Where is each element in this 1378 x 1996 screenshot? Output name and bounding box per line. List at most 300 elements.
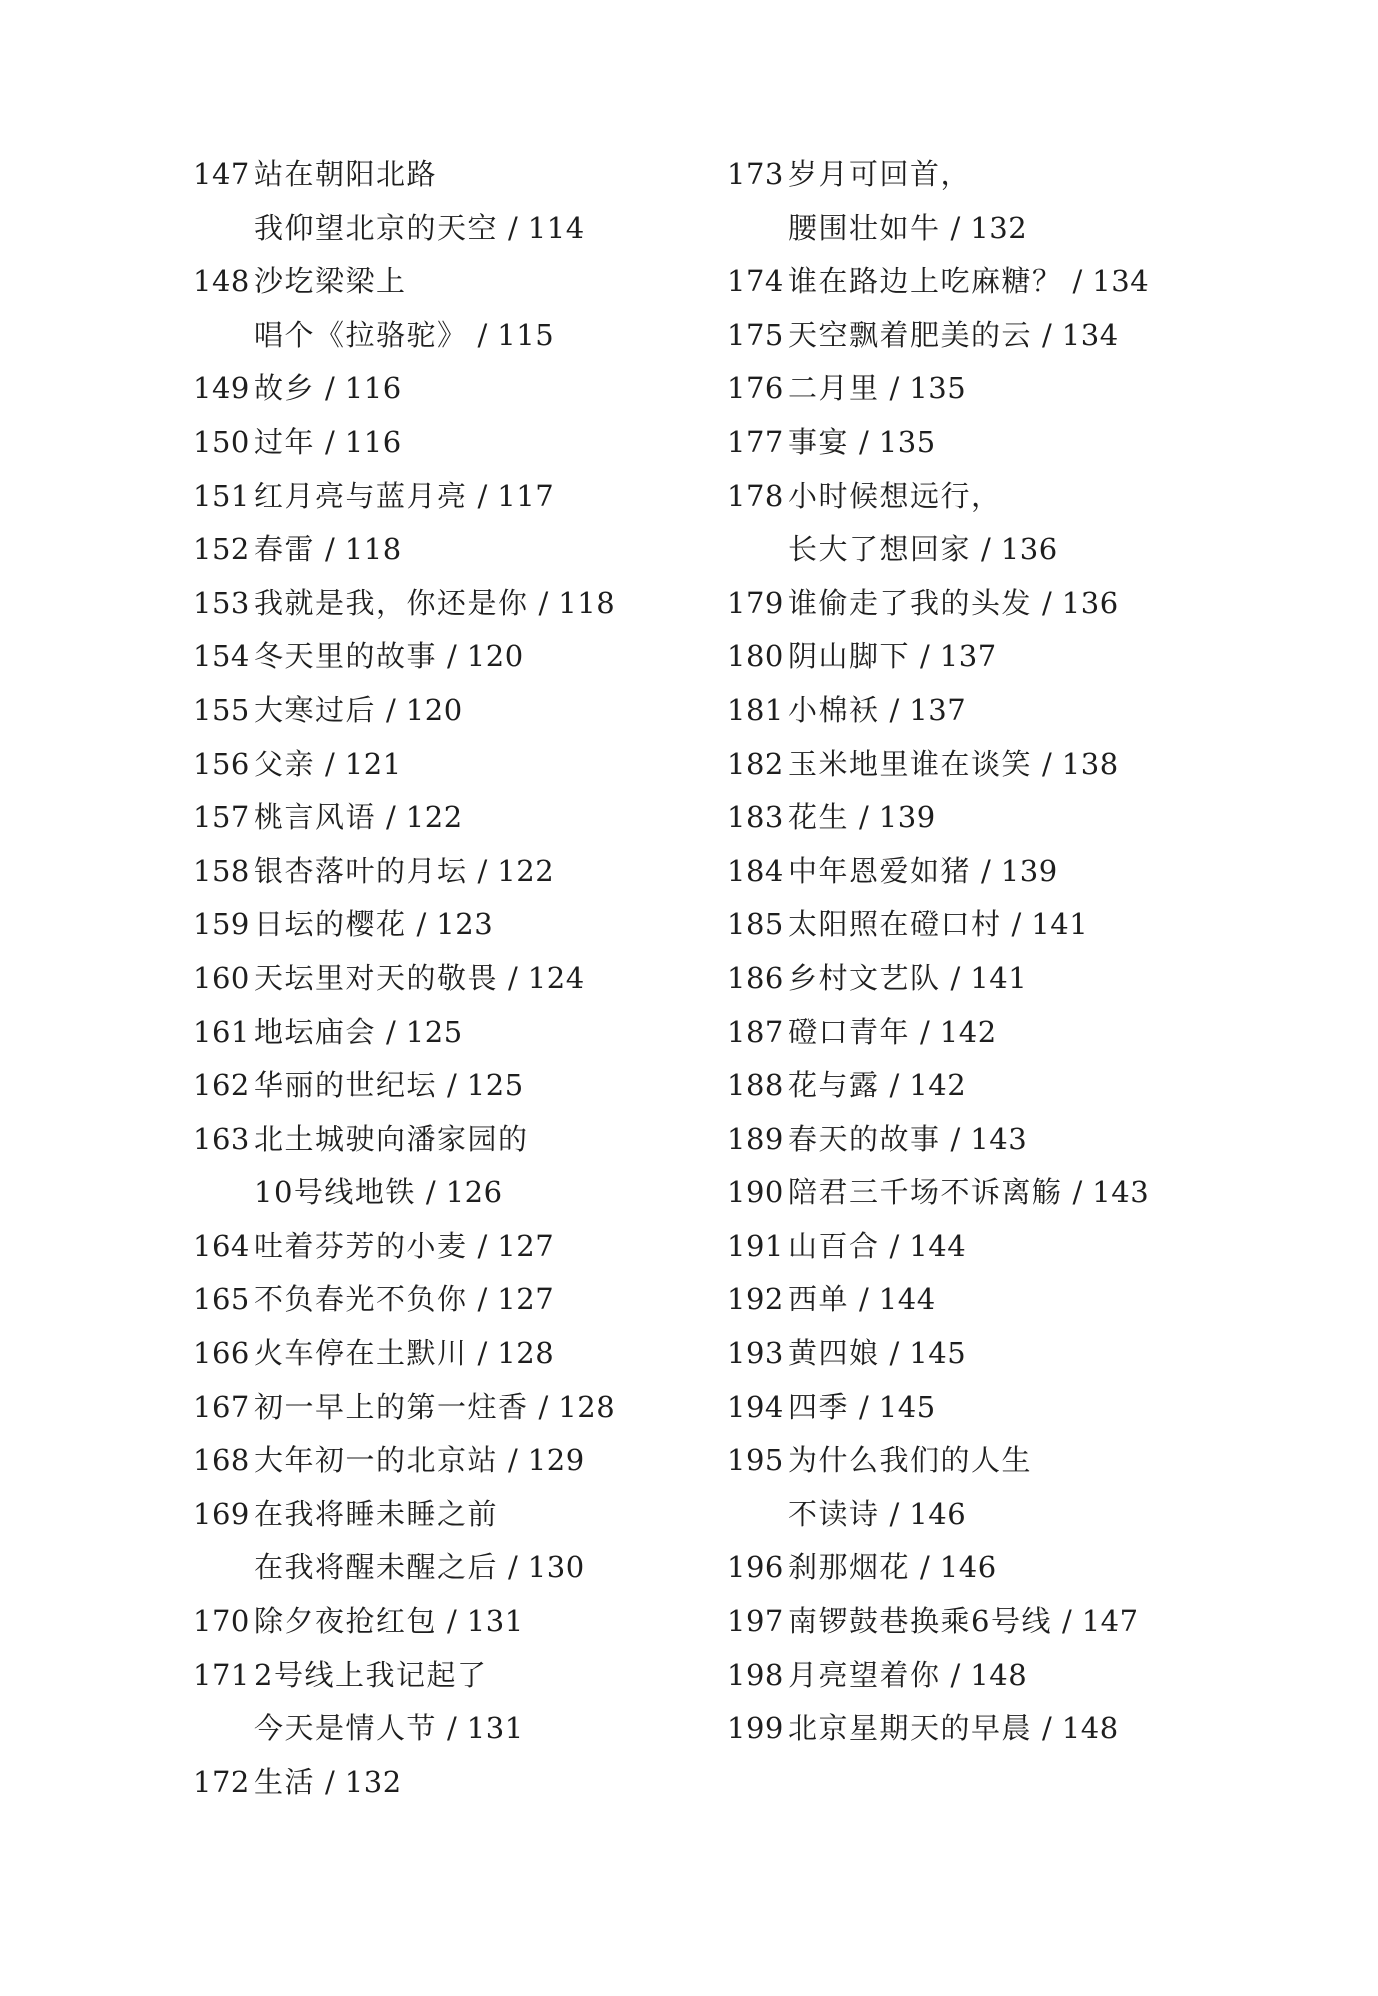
toc-entry — [727, 1327, 1327, 1381]
toc-entry — [727, 845, 1327, 899]
toc-entry-line — [193, 898, 723, 952]
page-number: 114 — [527, 210, 585, 245]
toc-entry-line — [727, 309, 1327, 363]
toc-entry-line — [193, 1595, 723, 1649]
toc-entry — [193, 470, 723, 524]
page-number: 124 — [527, 960, 585, 995]
toc-entry — [193, 148, 723, 255]
page-separator: / — [477, 853, 488, 888]
entry-number: 152 — [193, 532, 250, 567]
entry-number: 189 — [727, 1121, 784, 1156]
entry-title: 乡村文艺队 — [788, 960, 941, 995]
page-number: 116 — [344, 371, 402, 406]
entry-title: 山百合 — [788, 1228, 880, 1263]
toc-entry — [193, 416, 723, 470]
toc-entry-line — [193, 738, 723, 792]
toc-entry-line — [727, 523, 1327, 577]
entry-title: 四季 — [788, 1389, 850, 1424]
page-separator: / — [981, 853, 991, 888]
entry-title: 谁偷走了我的头发 — [788, 585, 1033, 620]
toc-entry — [727, 416, 1327, 470]
toc-entry-line — [727, 1327, 1327, 1381]
toc-entry-line — [193, 952, 723, 1006]
toc-entry — [727, 1059, 1327, 1113]
entry-number: 191 — [727, 1228, 784, 1263]
toc-entry-line — [727, 1488, 1327, 1542]
page-number: 137 — [909, 692, 967, 727]
page-number: 118 — [344, 532, 402, 567]
page-separator: / — [508, 210, 518, 245]
entry-title: 玉米地里谁在谈笑 — [788, 746, 1033, 781]
entry-title: 父亲 — [254, 746, 316, 781]
entry-title: 长大了想回家 — [788, 532, 972, 567]
page-separator: / — [889, 1068, 900, 1103]
entry-number: 174 — [727, 264, 784, 299]
page-number: 129 — [527, 1443, 585, 1478]
page-number: 145 — [909, 1336, 967, 1371]
toc-entry-line — [727, 630, 1327, 684]
entry-number: 186 — [727, 960, 784, 995]
page-number: 120 — [466, 639, 524, 674]
entry-title: 不负春光不负你 — [254, 1282, 468, 1317]
page-separator: / — [859, 424, 869, 459]
toc-entry-line — [193, 630, 723, 684]
page-number: 117 — [497, 478, 555, 513]
toc-entry — [727, 470, 1327, 577]
entry-title: 腰围壮如牛 — [788, 210, 941, 245]
toc-entry — [193, 1595, 723, 1649]
toc-entry — [727, 791, 1327, 845]
entry-title: 故乡 — [254, 371, 316, 406]
page-number: 128 — [558, 1389, 616, 1424]
toc-entry-line — [727, 898, 1327, 952]
toc-entry — [193, 1059, 723, 1113]
page-number: 135 — [878, 424, 936, 459]
entry-number: 165 — [193, 1282, 250, 1317]
page-separator: / — [447, 1604, 457, 1639]
entry-number: 157 — [193, 800, 250, 835]
page-number: 134 — [1061, 317, 1119, 352]
entry-number: 194 — [727, 1389, 784, 1424]
toc-entry-line — [727, 1166, 1327, 1220]
page-number: 115 — [497, 317, 555, 352]
entry-number: 148 — [193, 264, 250, 299]
toc-entry — [727, 1220, 1327, 1274]
entry-number: 171 — [193, 1657, 250, 1692]
page-number: 147 — [1081, 1604, 1139, 1639]
entry-title: 春雷 — [254, 532, 316, 567]
toc-entry-line — [193, 1059, 723, 1113]
toc-entry-line — [193, 416, 723, 470]
page-separator: / — [538, 1389, 549, 1424]
toc-entry-line — [727, 1059, 1327, 1113]
entry-title: 日坛的樱花 — [254, 907, 407, 942]
entry-number: 149 — [193, 371, 250, 406]
toc-entry-line — [727, 1702, 1327, 1756]
toc-entry — [727, 898, 1327, 952]
page-separator: / — [950, 960, 961, 995]
entry-number: 185 — [727, 907, 784, 942]
entry-title: 天空飘着肥美的云 — [788, 317, 1033, 352]
entry-title: 银杏落叶的月坛 — [254, 853, 468, 888]
entry-number: 154 — [193, 639, 250, 674]
toc-entry — [193, 1113, 723, 1220]
toc-entry-line — [193, 1756, 723, 1810]
toc-entry-line — [193, 1434, 723, 1488]
toc-entry-line — [193, 1702, 723, 1756]
entry-title: 谁在路边上吃麻糖？ — [788, 264, 1063, 299]
toc-entry-line — [193, 791, 723, 845]
toc-entry — [727, 1649, 1327, 1703]
page-separator: / — [1011, 907, 1022, 942]
page-number: 125 — [466, 1068, 524, 1103]
toc-entry — [193, 1488, 723, 1595]
toc-entry — [193, 952, 723, 1006]
page-separator: / — [425, 1175, 436, 1210]
page-number: 134 — [1092, 264, 1150, 299]
page-separator: / — [889, 1496, 900, 1531]
toc-entry-line — [193, 1273, 723, 1327]
toc-entry-line — [193, 684, 723, 738]
page-number: 141 — [1031, 907, 1089, 942]
page-number: 139 — [1000, 853, 1058, 888]
entry-title: 小时候想远行， — [788, 478, 1002, 513]
entry-number: 173 — [727, 157, 784, 191]
entry-number: 175 — [727, 317, 784, 352]
page-number: 130 — [527, 1550, 585, 1585]
toc-entry — [193, 684, 723, 738]
page-number: 144 — [878, 1282, 936, 1317]
entry-number: 180 — [727, 639, 784, 674]
entry-number: 153 — [193, 585, 250, 620]
entry-title: 红月亮与蓝月亮 — [254, 478, 468, 513]
toc-entry — [193, 630, 723, 684]
toc-entry — [193, 898, 723, 952]
entry-title: 我就是我，你还是你 — [254, 585, 529, 620]
page-separator: / — [950, 210, 961, 245]
toc-entry — [727, 952, 1327, 1006]
entry-number: 159 — [193, 907, 250, 942]
toc-entry-line — [193, 1649, 723, 1703]
page-separator: / — [447, 639, 457, 674]
page-separator: / — [950, 1657, 961, 1692]
toc-entry-line — [193, 1488, 723, 1542]
toc-entry — [193, 1327, 723, 1381]
entry-title: 二月里 — [788, 371, 880, 406]
toc-entry-line — [727, 362, 1327, 416]
toc-entry — [727, 577, 1327, 631]
page-number: 128 — [497, 1336, 555, 1371]
page-separator: / — [447, 1711, 457, 1746]
toc-entry-line — [193, 1327, 723, 1381]
page-separator: / — [1042, 1711, 1052, 1746]
entry-title: 北京星期天的早晨 — [788, 1711, 1033, 1746]
entry-title: 春天的故事 — [788, 1121, 941, 1156]
page-separator: / — [416, 907, 427, 942]
page-separator: / — [325, 371, 335, 406]
entry-number: 169 — [193, 1496, 250, 1531]
toc-entry-line — [193, 845, 723, 899]
entry-number: 187 — [727, 1014, 784, 1049]
toc-entry — [727, 255, 1327, 309]
toc-entry-line — [727, 470, 1327, 524]
entry-title: 阴山脚下 — [788, 639, 911, 674]
page-separator: / — [1061, 1604, 1072, 1639]
entry-title: 黄四娘 — [788, 1336, 880, 1371]
page-number: 127 — [497, 1228, 555, 1263]
toc-entry-line — [193, 362, 723, 416]
page-separator: / — [859, 1282, 869, 1317]
entry-number: 183 — [727, 800, 784, 835]
page-number: 148 — [1061, 1711, 1119, 1746]
page-number: 125 — [405, 1014, 463, 1049]
entry-number: 178 — [727, 478, 784, 513]
page-separator: / — [386, 800, 396, 835]
entry-title: 岁月可回首， — [788, 157, 972, 191]
page-separator: / — [447, 1068, 457, 1103]
toc-entry — [727, 1702, 1327, 1756]
page-separator: / — [950, 1121, 961, 1156]
entry-number: 163 — [193, 1121, 250, 1156]
page-number: 142 — [939, 1014, 997, 1049]
toc-entry — [193, 1006, 723, 1060]
page-number: 136 — [1000, 532, 1058, 567]
entry-number: 193 — [727, 1336, 784, 1371]
page-separator: / — [477, 317, 488, 352]
page-number: 138 — [1061, 746, 1119, 781]
entry-number: 192 — [727, 1282, 784, 1317]
entry-number: 197 — [727, 1604, 784, 1639]
page-separator: / — [889, 1228, 900, 1263]
page-separator: / — [1042, 585, 1052, 620]
page-separator: / — [477, 478, 488, 513]
page-number: 118 — [558, 585, 616, 620]
entry-title: 初一早上的第一炷香 — [254, 1389, 529, 1424]
toc-entry — [727, 1113, 1327, 1167]
page-separator: / — [538, 585, 549, 620]
entry-number: 182 — [727, 746, 784, 781]
toc-entry — [193, 362, 723, 416]
page-number: 116 — [344, 424, 402, 459]
toc-entry-line — [727, 255, 1327, 309]
entry-number: 170 — [193, 1604, 250, 1639]
entry-number: 167 — [193, 1389, 250, 1424]
toc-entry — [193, 1649, 723, 1756]
toc-entry-line — [727, 1595, 1327, 1649]
page-separator: / — [981, 532, 991, 567]
entry-number: 190 — [727, 1175, 784, 1210]
toc-entry-line — [727, 1220, 1327, 1274]
toc-entry — [193, 1756, 723, 1810]
toc-entry-line — [727, 202, 1327, 256]
entry-number: 150 — [193, 424, 250, 459]
entry-title: 花与露 — [788, 1068, 880, 1103]
page-separator: / — [889, 692, 900, 727]
page-separator: / — [477, 1336, 488, 1371]
entry-number: 198 — [727, 1657, 784, 1692]
entry-title: 冬天里的故事 — [254, 639, 438, 674]
page-separator: / — [859, 800, 869, 835]
toc-entry-line — [727, 1113, 1327, 1167]
entry-number: 156 — [193, 746, 250, 781]
toc-entry-line — [193, 577, 723, 631]
toc-entry — [193, 523, 723, 577]
entry-title: 2号线上我记起了 — [254, 1657, 488, 1692]
toc-entry — [193, 1381, 723, 1435]
toc-entry — [727, 1434, 1327, 1541]
toc-entry-line — [193, 1220, 723, 1274]
toc-entry-line — [193, 1166, 723, 1220]
entry-title: 站在朝阳北路 — [254, 157, 438, 191]
page-number: 132 — [344, 1764, 402, 1799]
entry-number: 158 — [193, 853, 250, 888]
page-separator: / — [386, 692, 396, 727]
entry-number: 172 — [193, 1764, 250, 1799]
page-number: 143 — [1092, 1175, 1150, 1210]
entry-number: 181 — [727, 692, 784, 727]
toc-entry — [727, 1166, 1327, 1220]
page-separator: / — [1072, 264, 1083, 299]
toc-entry-line — [727, 1541, 1327, 1595]
page-number: 122 — [497, 853, 555, 888]
entry-title: 地坛庙会 — [254, 1014, 377, 1049]
toc-entry-line — [727, 148, 1327, 202]
toc-entry — [727, 1273, 1327, 1327]
entry-number: 177 — [727, 424, 784, 459]
entry-title: 除夕夜抢红包 — [254, 1604, 438, 1639]
toc-entry-line — [193, 202, 723, 256]
page-separator: / — [325, 746, 335, 781]
toc-entry-line — [193, 1541, 723, 1595]
entry-title: 桃言风语 — [254, 800, 377, 835]
entry-number: 176 — [727, 371, 784, 406]
page-number: 131 — [466, 1711, 524, 1746]
entry-title: 磴口青年 — [788, 1014, 911, 1049]
entry-number: 184 — [727, 853, 784, 888]
page-number: 145 — [878, 1389, 936, 1424]
toc-entry-line — [727, 845, 1327, 899]
entry-title: 生活 — [254, 1764, 316, 1799]
toc-entry — [727, 630, 1327, 684]
page-separator: / — [1072, 1175, 1083, 1210]
entry-title: 北土城驶向潘家园的 — [254, 1121, 529, 1156]
entry-title: 小棉袄 — [788, 692, 880, 727]
page-separator: / — [508, 1550, 518, 1585]
entry-title: 沙圪梁梁上 — [254, 264, 407, 299]
entry-title: 在我将睡未睡之前 — [254, 1496, 499, 1531]
page-separator: / — [325, 424, 335, 459]
toc-entry — [193, 845, 723, 899]
page-separator: / — [477, 1282, 488, 1317]
toc-entry-line — [727, 952, 1327, 1006]
entry-title: 西单 — [788, 1282, 850, 1317]
toc-entry-line — [193, 255, 723, 309]
toc-entry — [193, 791, 723, 845]
toc-entry — [727, 362, 1327, 416]
page-separator: / — [1042, 317, 1052, 352]
entry-title: 中年恩爱如猪 — [788, 853, 972, 888]
page-number: 120 — [405, 692, 463, 727]
page-separator: / — [859, 1389, 869, 1424]
entry-title: 在我将醒未醒之后 — [254, 1550, 499, 1585]
entry-title: 我仰望北京的天空 — [254, 210, 499, 245]
toc-entry — [727, 738, 1327, 792]
entry-number: 166 — [193, 1336, 250, 1371]
page-number: 136 — [1061, 585, 1119, 620]
toc-entry-line — [727, 738, 1327, 792]
page-separator: / — [325, 1764, 335, 1799]
page-number: 122 — [405, 800, 463, 835]
entry-title: 10号线地铁 — [254, 1175, 416, 1210]
entry-title: 花生 — [788, 800, 850, 835]
toc-entry-line — [727, 416, 1327, 470]
page-number: 126 — [445, 1175, 503, 1210]
toc-entry-line — [193, 309, 723, 363]
toc-entry — [727, 148, 1327, 255]
toc-entry — [193, 255, 723, 362]
toc-entry — [727, 1541, 1327, 1595]
page-separator: / — [508, 1443, 518, 1478]
toc-entry — [727, 1006, 1327, 1060]
page-number: 132 — [970, 210, 1028, 245]
entry-number: 179 — [727, 585, 784, 620]
entry-title: 事宴 — [788, 424, 850, 459]
entry-title: 今天是情人节 — [254, 1711, 438, 1746]
entry-title: 过年 — [254, 424, 316, 459]
entry-number: 168 — [193, 1443, 250, 1478]
toc-entry-line — [193, 1381, 723, 1435]
page-number: 127 — [497, 1282, 555, 1317]
entry-title: 月亮望着你 — [788, 1657, 941, 1692]
page-separator: / — [920, 639, 930, 674]
toc-entry-line — [727, 577, 1327, 631]
entry-title: 大寒过后 — [254, 692, 377, 727]
entry-number: 188 — [727, 1068, 784, 1103]
toc-entry — [727, 1595, 1327, 1649]
entry-title: 为什么我们的人生 — [788, 1443, 1033, 1478]
entry-number: 162 — [193, 1068, 250, 1103]
page-number: 141 — [970, 960, 1028, 995]
toc-left-column — [193, 148, 723, 1809]
toc-entry — [727, 309, 1327, 363]
page-number: 143 — [970, 1121, 1028, 1156]
toc-entry-line — [727, 684, 1327, 738]
entry-title: 天坛里对天的敬畏 — [254, 960, 499, 995]
entry-title: 火车停在土默川 — [254, 1336, 468, 1371]
entry-number: 151 — [193, 478, 250, 513]
toc-entry-line — [727, 1649, 1327, 1703]
toc-entry-line — [193, 523, 723, 577]
page-separator: / — [1042, 746, 1052, 781]
entry-title: 南锣鼓巷换乘6号线 — [788, 1604, 1052, 1639]
toc-right-column — [727, 148, 1327, 1756]
page-number: 121 — [344, 746, 402, 781]
toc-entry — [193, 1220, 723, 1274]
page-number: 148 — [970, 1657, 1028, 1692]
page-number: 135 — [909, 371, 967, 406]
toc-entry — [727, 684, 1327, 738]
entry-title: 大年初一的北京站 — [254, 1443, 499, 1478]
toc-entry-line — [193, 1006, 723, 1060]
entry-number: 196 — [727, 1550, 784, 1585]
entry-number: 161 — [193, 1014, 250, 1049]
entry-title: 陪君三千场不诉离觞 — [788, 1175, 1063, 1210]
toc-entry-line — [727, 791, 1327, 845]
entry-title: 唱个《拉骆驼》 — [254, 317, 468, 352]
toc-entry — [193, 577, 723, 631]
toc-entry-line — [193, 1113, 723, 1167]
page-separator: / — [889, 371, 900, 406]
